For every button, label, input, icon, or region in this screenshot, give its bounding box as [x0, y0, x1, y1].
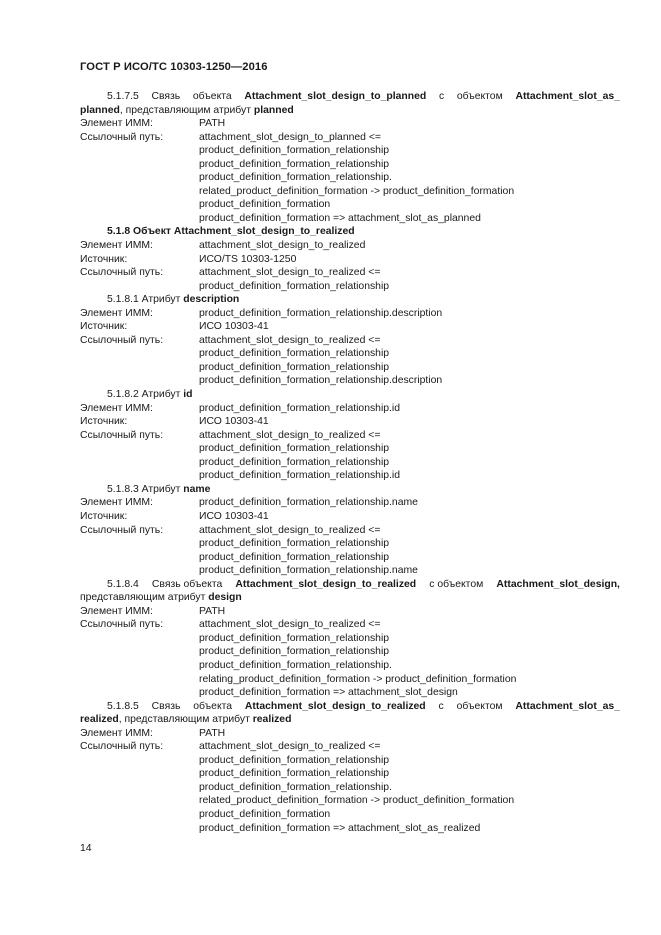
section-5185-heading-line2 — [80, 713, 620, 727]
ref-path-value: product_definition_formation_relationship — [199, 361, 390, 373]
heading-bold: realized — [80, 714, 119, 726]
ref-path-row — [80, 524, 620, 538]
heading-bold: description — [183, 294, 240, 306]
ref-path-value: attachment_slot_design_to_planned <= — [199, 131, 381, 143]
source-value: ИСО 10303-41 — [199, 321, 269, 333]
heading-word: Attachment_slot_as_ — [515, 91, 620, 102]
ref-path-value: product_definition_formation_relationship.id — [199, 470, 401, 482]
heading-word: с — [438, 700, 444, 712]
heading-bold: planned — [253, 104, 294, 116]
source-value: ИСО 10303-41 — [199, 416, 269, 428]
heading-bold: realized — [252, 714, 292, 726]
ref-path-label: Ссылочный путь: — [80, 741, 164, 753]
heading-word: 5.1.8.5 — [107, 700, 139, 712]
heading-word: Связь объекта — [151, 578, 223, 590]
ref-path-value: product_definition_formation => attachment_slot_design — [199, 687, 458, 699]
ref-path-value: product_definition_formation_relationship — [199, 551, 390, 563]
ref-path-value: relating_product_definition_formation -> product_definition_formation — [199, 673, 517, 685]
ref-path-row — [80, 740, 620, 754]
ref-path-value: attachment_slot_design_to_realized <= — [199, 524, 381, 536]
section-5184-heading-line2 — [80, 591, 620, 605]
heading-word: 5.1.8.4 — [107, 578, 139, 590]
ref-path-value: attachment_slot_design_to_realized <= — [199, 267, 381, 279]
ref-path-row — [80, 794, 620, 808]
element-value: attachment_slot_design_to_realized — [199, 240, 366, 252]
ref-path-value: product_definition_formation_relationship — [199, 646, 390, 658]
ref-path-row — [80, 144, 620, 158]
source-value: ИСО/TS 10303-1250 — [199, 253, 297, 265]
heading-word: Attachment_slot_as_ — [515, 700, 620, 712]
ref-path-value: product_definition_formation — [199, 199, 331, 211]
heading-word: объекта — [192, 91, 232, 102]
ref-path-value: product_definition_formation => attachment_slot_as_realized — [199, 822, 481, 834]
ref-path-label: Ссылочный путь: — [80, 619, 164, 631]
element-value: product_definition_formation_relationship.description — [199, 307, 443, 319]
heading-word: Attachment_slot_design_to_realized — [244, 700, 426, 712]
document-body — [80, 90, 620, 835]
ref-path-row — [80, 781, 620, 795]
heading-bold: planned — [80, 104, 120, 116]
heading-word: объектом — [456, 700, 503, 712]
ref-path-value: product_definition_formation_relationship — [199, 158, 390, 170]
ref-path-value: product_definition_formation — [199, 808, 331, 820]
section-518-heading: 5.1.8 Объект Attachment_slot_design_to_realized — [107, 226, 355, 238]
section-5175-heading-line1 — [80, 90, 620, 104]
ref-path-row — [80, 429, 620, 443]
element-label: Элемент ИММ: — [80, 727, 153, 739]
section-5185-heading-line1 — [80, 700, 620, 714]
heading-text: , представляющим атрибут — [119, 104, 254, 116]
ref-path-row — [80, 469, 620, 483]
ref-path-row — [80, 822, 620, 836]
element-label: Элемент ИММ: — [80, 402, 153, 414]
ref-path-value: product_definition_formation_relationship — [199, 145, 390, 157]
ref-path-row — [80, 374, 620, 388]
ref-path-row — [80, 618, 620, 632]
heading-word: Attachment_slot_design_to_realized — [235, 578, 417, 590]
section-5182-heading — [80, 388, 620, 402]
heading-word: с — [438, 91, 445, 102]
ref-path-value: product_definition_formation_relationship.description — [199, 375, 443, 387]
heading-word: Attachment_slot_design_to_planned — [244, 91, 427, 102]
element-row — [80, 307, 620, 321]
element-value: product_definition_formation_relationship.id — [199, 402, 401, 414]
element-row — [80, 117, 620, 131]
ref-path-row — [80, 185, 620, 199]
ref-path-label: Ссылочный путь: — [80, 131, 164, 143]
ref-path-row — [80, 551, 620, 565]
element-row — [80, 496, 620, 510]
element-label: Элемент ИММ: — [80, 497, 153, 509]
heading-text: 5.1.8.1 Атрибут — [107, 294, 184, 306]
heading-word: Связь — [151, 700, 181, 712]
heading-bold: name — [183, 483, 211, 495]
source-label: Источник: — [80, 253, 128, 265]
ref-path-row — [80, 537, 620, 551]
section-5184-heading-line1 — [80, 578, 620, 592]
heading-word: Связь — [151, 91, 181, 102]
source-row — [80, 510, 620, 524]
document-header: ГОСТ Р ИСО/ТС 10303-1250—2016 — [80, 61, 268, 73]
ref-path-value: product_definition_formation_relationship — [199, 443, 390, 455]
source-value: ИСО 10303-41 — [199, 510, 269, 522]
element-row — [80, 239, 620, 253]
heading-text: , представляющим атрибут — [118, 714, 253, 726]
ref-path-label: Ссылочный путь: — [80, 524, 164, 536]
heading-bold: id — [183, 389, 193, 401]
element-row — [80, 402, 620, 416]
section-5175-heading-line2 — [80, 104, 620, 118]
section-5181-heading — [80, 293, 620, 307]
element-label: Элемент ИММ: — [80, 118, 153, 130]
ref-path-row — [80, 808, 620, 822]
heading-word: объекта — [193, 700, 233, 712]
ref-path-row — [80, 632, 620, 646]
ref-path-row — [80, 347, 620, 361]
ref-path-row — [80, 564, 620, 578]
ref-path-value: product_definition_formation_relationship.name — [199, 565, 418, 577]
ref-path-value: product_definition_formation_relationship — [199, 280, 390, 292]
source-row — [80, 253, 620, 267]
ref-path-value: product_definition_formation => attachment_slot_as_planned — [199, 212, 481, 224]
ref-path-row — [80, 754, 620, 768]
ref-path-row — [80, 334, 620, 348]
ref-path-value: product_definition_formation_relationship — [199, 768, 390, 780]
ref-path-row — [80, 659, 620, 673]
ref-path-row — [80, 686, 620, 700]
ref-path-value: related_product_definition_formation -> product_definition_formation — [199, 185, 515, 197]
ref-path-row — [80, 645, 620, 659]
ref-path-value: attachment_slot_design_to_realized <= — [199, 619, 381, 631]
element-label: Элемент ИММ: — [80, 240, 153, 252]
ref-path-value: product_definition_formation_relationship — [199, 348, 390, 360]
ref-path-row — [80, 361, 620, 375]
section-5183-heading — [80, 483, 620, 497]
ref-path-row — [80, 456, 620, 470]
heading-word: с объектом — [429, 578, 484, 590]
ref-path-row — [80, 131, 620, 145]
heading-text: 5.1.8.2 Атрибут — [107, 389, 184, 401]
ref-path-row — [80, 767, 620, 781]
element-row — [80, 727, 620, 741]
page-number: 14 — [80, 843, 92, 854]
ref-path-label: Ссылочный путь: — [80, 267, 164, 279]
element-value: PATH — [199, 118, 226, 130]
ref-path-row — [80, 158, 620, 172]
heading-word: объектом — [456, 91, 503, 102]
ref-path-value: product_definition_formation_relationship. — [199, 659, 392, 671]
heading-word: 5.1.7.5 — [107, 91, 139, 102]
element-value: PATH — [199, 605, 226, 617]
source-label: Источник: — [80, 510, 128, 522]
ref-path-value: product_definition_formation_relationship — [199, 754, 390, 766]
heading-word: Attachment_slot_design, — [496, 578, 620, 590]
ref-path-value: product_definition_formation_relationship. — [199, 172, 392, 184]
ref-path-value: product_definition_formation_relationship — [199, 632, 390, 644]
element-value: product_definition_formation_relationship.name — [199, 497, 418, 509]
ref-path-label: Ссылочный путь: — [80, 334, 164, 346]
ref-path-row — [80, 212, 620, 226]
source-label: Источник: — [80, 321, 128, 333]
ref-path-row — [80, 442, 620, 456]
ref-path-row — [80, 171, 620, 185]
heading-bold: design — [208, 592, 242, 604]
ref-path-value: product_definition_formation_relationship — [199, 456, 390, 468]
ref-path-value: attachment_slot_design_to_realized <= — [199, 334, 381, 346]
heading-text: представляющим атрибут — [80, 592, 209, 604]
element-label: Элемент ИММ: — [80, 307, 153, 319]
ref-path-row — [80, 198, 620, 212]
ref-path-value: attachment_slot_design_to_realized <= — [199, 429, 381, 441]
source-row — [80, 320, 620, 334]
ref-path-row — [80, 266, 620, 280]
element-row — [80, 605, 620, 619]
ref-path-row — [80, 673, 620, 687]
ref-path-value: product_definition_formation_relationship. — [199, 781, 392, 793]
ref-path-value: product_definition_formation_relationship — [199, 538, 390, 550]
ref-path-label: Ссылочный путь: — [80, 429, 164, 441]
element-label: Элемент ИММ: — [80, 605, 153, 617]
source-label: Источник: — [80, 416, 128, 428]
ref-path-value: attachment_slot_design_to_realized <= — [199, 741, 381, 753]
ref-path-row — [80, 280, 620, 294]
element-value: PATH — [199, 727, 226, 739]
heading-text: 5.1.8.3 Атрибут — [107, 483, 184, 495]
ref-path-value: related_product_definition_formation -> product_definition_formation — [199, 795, 515, 807]
source-row — [80, 415, 620, 429]
